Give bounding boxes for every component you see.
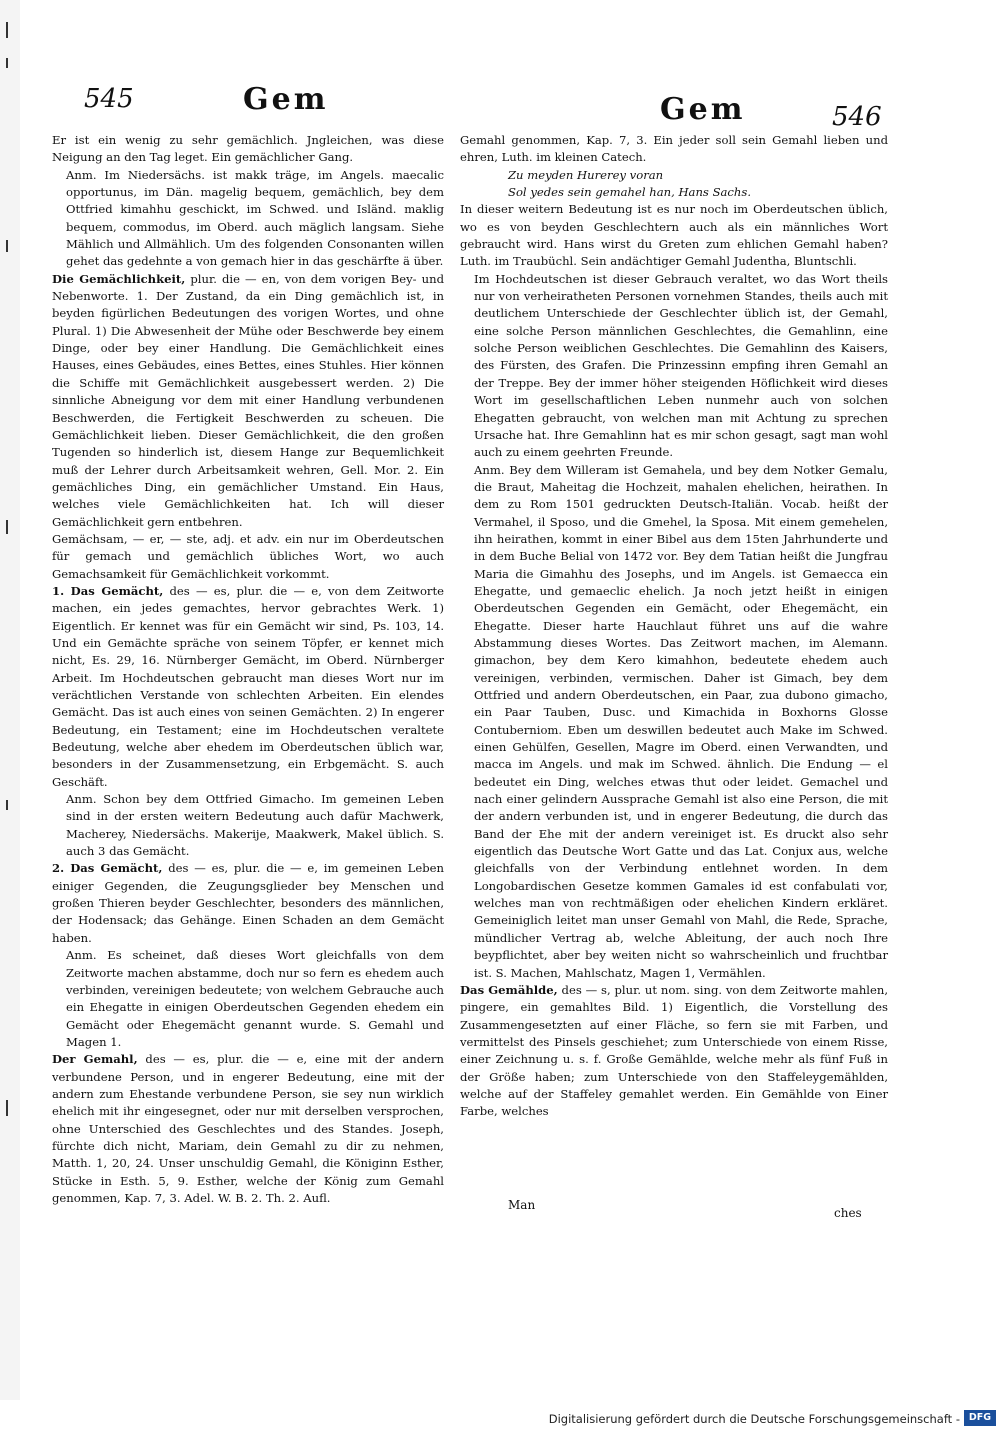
text-paragraph	[460, 201, 888, 270]
footer	[0, 1410, 1000, 1432]
right-page-number: 546	[832, 102, 882, 132]
entry-lemma: 1. Das Gemächt,	[52, 583, 164, 598]
scan-edge	[0, 0, 20, 1400]
entry-lemma: Das Gemählde,	[460, 982, 558, 997]
dictionary-entry	[52, 583, 444, 791]
dictionary-entry	[52, 860, 444, 947]
dictionary-entry	[52, 271, 444, 531]
annotation-paragraph	[52, 791, 444, 860]
footer-credit: Digitalisierung gefördert durch die Deutsche Forschungsgemeinschaft -	[548, 1412, 960, 1426]
dictionary-entry	[52, 1051, 444, 1207]
entry-text: Anm. Im Niedersächs. ist makk träge, im Angels. maecalic opportunus, im Dän. magelig bequem, gemächlich, bey dem Ottfried kimahhu geschickt, im Schwed. und Isländ. maklig bequem, commodus, im Oberd. auch mäglich langsam. Siehe Mählich und Allmählich. Um des folgenden Consonanten willen gehet das gedehnte a von gemach hier in das geschärfte ä über.	[66, 167, 444, 269]
dictionary-entry	[460, 982, 888, 1121]
left-column	[52, 132, 444, 1207]
annotation-paragraph	[460, 271, 888, 462]
annotation-paragraph	[460, 462, 888, 982]
entry-lemma: Der Gemahl,	[52, 1052, 138, 1067]
entry-text: In dieser weitern Bedeutung ist es nur noch im Oberdeutschen üblich, wo es von beyden Geschlechtern auch als ein männliches Wort gebraucht wird. Hans wirst du Greten zum ehlichen Gemahl haben? Luth. im Traubüchl. Sein andächtiger Gemahl Judentha, Bluntschli.	[460, 202, 888, 269]
catchword-right: ches	[834, 1206, 862, 1220]
entry-text: plur. die — en, von dem vorigen Bey- und Nebenworte. 1. Der Zustand, da ein Ding gemächlich ist, in beyden figürlichen Bedeutungen des vorigen Wortes, und ohne Plural. 1) Die Abwesenheit der Mühe oder Beschwerde bey einem Dinge, oder bey einer Handlung. Die Gemächlichkeit eines Hauses, eines Gebäudes, eines Bettes, eines Stuhles. Hier können die Schiffe mit Gemächlichkeit ausgebessert werden. 2) Die sinnliche Abneigung vor dem mit einer Handlung verbundenen Beschwerden, die Fertigkeit Beschwerden zu scheuen. Die Gemächlichkeit lieben. Dieser Gemächlichkeit, die den großen Tugenden so hinderlich ist, diesem Hange zur Bequemlichkeit muß der Lehrer durch Arbeitsamkeit wehren, Gell. Mor. 2. Ein gemächliches Ding, ein gemächlicher Umstand. Ein Haus, welches viele Gemächlichkeiten hat. Ich will dieser Gemächlichkeit gern entbehren.	[52, 271, 444, 529]
entry-text: Anm. Es scheinet, daß dieses Wort gleichfalls von dem Zeitworte machen abstamme, doch nur so fern es ehedem auch verbinden, vereinigen bedeutete; von welchem Gebrauche auch ein Ehegatte in einigen Oberdeutschen Gegenden ehedem ein Gemächt oder Ehegemächt genannt wurde. S. Gemahl und Magen 1.	[66, 948, 444, 1049]
annotation-paragraph	[52, 947, 444, 1051]
entry-text: Gemahl genommen, Kap. 7, 3. Ein jeder soll sein Gemahl lieben und ehren, Luth. im kleinen Catech.	[460, 133, 888, 165]
entry-text: Anm. Bey dem Willeram ist Gemahela, und bey dem Notker Gemalu, die Braut, Maheitag die Hochzeit, mahalen ehelichen, heirathen. In dem zu Rom 1501 gedruckten Deutsch-Italiän. Vocab. heißt der Vermahel, il Sposo, und die Gmehel, la Sposa. Mit einem gemehelen, ihn heirathen, kommt in einer Bibel aus dem 15ten Jahrhunderte und in dem Buche Belial von 1472 vor. Bey dem Tatian heißt die Jungfrau Maria die Gimahhu des Josephs, und im Angels. ist Gemaecca ein Ehegatte, und gemaeclic ehelich. Ja noch jetzt heißt in einigen Oberdeutschen Gegenden ein Gemächt, oder Ehegemächt, ein Ehegatte. Dieser harte Hauchlaut führet uns auf die wahre Abstammung dieses Wortes. Das Zeitwort machen, im Alemann. gimachon, bey dem Kero kimahhon, bedeutete ehedem auch vereinigen, verbinden, vermischen. Daher ist Gimach, bey dem Ottfried und andern Oberdeutschen, ein Paar, zua dubono gimacho, ein Paar Tauben, Dusc. und Kimachida in Boxhorns Glosse Contuberniom. Eben um deswillen bedeutet auch Make im Schwed. einen Gehülfen, Gesellen, Magre im Oberd. einen Verwandten, und macca im Angels. und mak im Schwed. ähnlich. Die Endung — el bedeutet ein Ding, welches etwas thut oder leidet. Gemachel und nach einer gelindern Aussprache Gemahl ist also eine Person, die mit der andern verbunden ist, und in engerer Bedeutung, die durch das Band der Ehe mit der andern vereiniget ist. Es druckt also sehr eigentlich das Deutsche Wort Gatte und das Lat. Conjux aus, welche gleichfalls von der Verbindung entlehnet worden. In dem Longobardischen Gesetze kommen Gamales id est confabulati vor, welches man von rechtmäßigen oder ehelichen Kindern erkläret. Gemeiniglich leitet man unser Gemahl von Mahl, die Rede, Sprache, mündlicher Vertrag ab, welche Ableitung, der auch noch Ihre beypflichtet, aber bey weiten nicht so wahrscheinlich und fruchtbar ist. S. Machen, Mahlschatz, Magen 1, Vermählen.	[474, 462, 888, 980]
entry-text: Gemächsam, — er, — ste, adj. et adv. ein nur im Oberdeutschen für gemach und gemächlich übliches Wort, wo auch Gemachsamkeit für Gemächlichkeit vorkommt.	[52, 531, 444, 581]
entry-text: Sol yedes sein gemahel han, Hans Sachs.	[508, 185, 752, 200]
left-page-number: 545	[84, 84, 134, 114]
annotation-paragraph	[52, 167, 444, 271]
text-paragraph	[52, 132, 444, 167]
left-running-head: Gem	[243, 82, 329, 117]
text-paragraph	[460, 132, 888, 167]
entry-text: Im Hochdeutschen ist dieser Gebrauch veraltet, wo das Wort theils nur von verheiratheten Personen vornehmen Standes, theils auch mit deutlichem Unterschiede der Geschlechter üblich ist, der Gemahl, eine solche Person männlichen Geschlechtes, die Gemahlinn, eine solche Person weiblichen Geschlechtes. Die Gemahlinn des Kaisers, des Fürsten, des Grafen. Die Prinzessinn empfing ihren Gemahl an der Treppe. Bey der immer höher steigenden Höflichkeit wird dieses Wort im gesellschaftlichen Leben nunmehr auch von solchen Ehegatten gebraucht, von welchen man mit Achtung zu sprechen Ursache hat. Ihre Gemahlinn hat es mir schon gesagt, sagt man wohl auch zu einem geehrten Freunde.	[474, 271, 888, 460]
verse-line	[460, 184, 888, 201]
entry-text: des — es, plur. die — e, im gemeinen Leben einiger Gegenden, die Zeugungsglieder bey Menschen und großen Thieren beyder Geschlechter, besonders des männlichen, der Hodensack; das Gehänge. Einen Schaden an dem Gemächt haben.	[52, 861, 444, 945]
entry-text: Anm. Schon bey dem Ottfried Gimacho. Im gemeinen Leben sind in der ersten weitern Bedeutung auch dafür Machwerk, Macherey, Niedersächs. Makerije, Maakwerk, Makel üblich. S. auch 3 das Gemächt.	[66, 792, 444, 859]
entry-text: des — s, plur. ut nom. sing. von dem Zeitworte mahlen, pingere, ein gemahltes Bild. 1) Eigentlich, die Vorstellung des Zusammengesetzten auf einer Fläche, so fern sie mit Farben, und vermittelst des Pinsels geschiehet; zum Unterschiede von einem Risse, einer Zeichnung u. s. f. Große Gemählde, welche mehr als fünf Fuß in der Größe haben; zum Unterschiede von den Staffeleygemählden, welche auf der Staffeley gemahlet werden. Ein Gemählde von Einer Farbe, welches	[460, 982, 889, 1119]
entry-lemma: Die Gemächlichkeit,	[52, 271, 186, 286]
entry-text: des — es, plur. die — e, eine mit der andern verbundene Person, und in engerer Bedeutung, eine mit der andern zum Ehestande verbundene Person, sie sey nun wirklich ehelich mit ihr eingesegnet, oder nur mit derselben versprochen, ohne Unterschied des Geschlechtes und des Standes. Joseph, fürchte dich nicht, Mariam, dein Gemahl zu dir zu nehmen, Matth. 1, 20, 24. Unser unschuldig Gemahl, die Königinn Esther, Stücke in Esth. 5, 9. Esther, welche der König zum Gemahl genommen, Kap. 7, 3. Adel. W. B. 2. Th. 2. Aufl.	[52, 1052, 445, 1205]
text-paragraph	[52, 531, 444, 583]
entry-text: des — es, plur. die — e, von dem Zeitworte machen, ein jedes gemachtes, hervor gebrachtes Werk. 1) Eigentlich. Er kennet was für ein Gemächt wir sind, Ps. 103, 14. Und ein Gemächte spräche von seinem Töpfer, er kennet mich nicht, Es. 29, 16. Nürnberger Gemächt, im Oberd. Nürnberger Arbeit. Im Hochdeutschen gebraucht man dieses Wort nur im verächtlichen Verstande von schlechten Arbeiten. Ein elendes Gemächt. Das ist auch eines von seinen Gemächten. 2) In engerer Bedeutung, ein Testament; eine im Hochdeutschen veraltete Bedeutung, welche aber ehedem im Oberdeutschen üblich war, besonders in der Zusammensetzung, ein Erbgemächt. S. auch Geschäft.	[52, 583, 444, 789]
right-running-head: Gem	[660, 92, 746, 127]
right-column	[460, 132, 888, 1121]
verse-line	[460, 167, 888, 184]
page-header	[0, 78, 1000, 132]
entry-text: Zu meyden Hurerey voran	[508, 167, 664, 182]
entry-lemma: 2. Das Gemächt,	[52, 861, 163, 876]
dfg-logo: DFG	[964, 1410, 996, 1426]
catchword-left: Man	[508, 1198, 536, 1212]
entry-text: Er ist ein wenig zu sehr gemächlich. Jngleichen, was diese Neigung an den Tag leget. Ein gemächlicher Gang.	[52, 133, 444, 165]
